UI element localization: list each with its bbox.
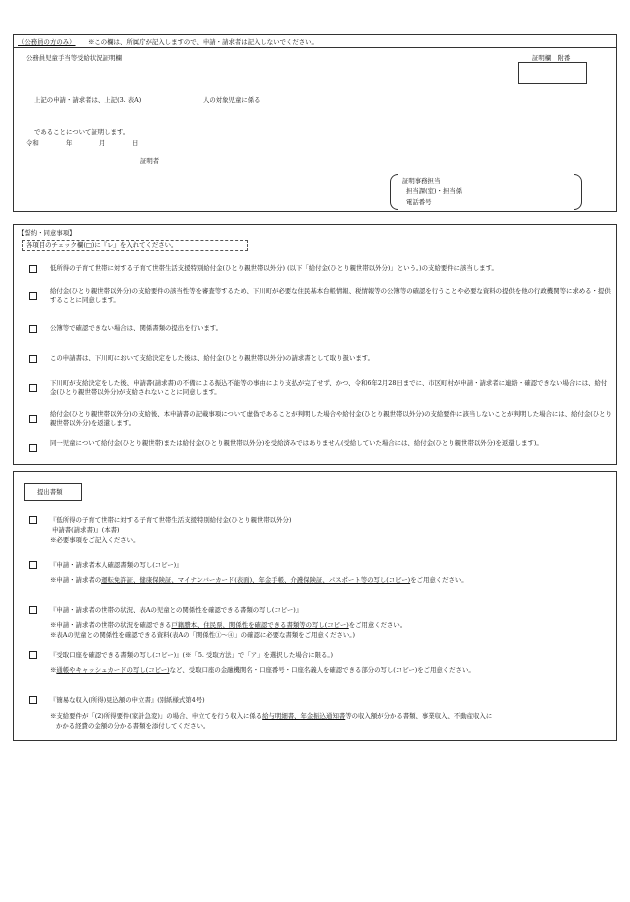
docs-title: 提出書類 [37,488,63,496]
pledge-instruction: 各項目のチェック欄(□)に『レ』を入れてください。 [26,241,178,249]
doc-4-title: 『受取口座を確認できる書類の写し(コピー)』(※「5. 受取方法」で「ア」を選択した場合に限る。) [50,651,334,659]
certifier-label: 証明者 [140,157,160,165]
pledge-checkbox-5[interactable] [29,384,37,392]
pledge-checkbox-2[interactable] [29,292,37,300]
official-header-divider [13,47,617,48]
pledge-item-5: 下川町が支給決定をした後、申請書(請求書)の不備による振込不能等の事由により支払が完了せず、かつ、令和6年2月28日までに、市区町村が申請・請求者に連絡・確認できない場合には、給付金(ひとり親世帯以外分)が支給されないことに同意します。 [50,379,608,397]
doc-3-note-1-underlined: 戸籍謄本、住民票、関係性を確認できる書類等の写し(コピー) [171,621,349,629]
doc-checkbox-3[interactable] [29,606,37,614]
pledge-item-6: 給付金(ひとり親世帯以外分)の支給後、本申請書の記載事項について虚偽であることが判明した場合や給付金(ひとり親世帯以外分)の支給要件に該当しないことが判明した場合には、給付金(ひとり親世帯以外分)を返還します。 [50,410,612,428]
doc-4-note-underlined: 通帳やキャッシュカードの写し(コピー) [56,666,170,674]
pledge-item-7: 同一児童について給付金(ひとり親世帯)または給付金(ひとり親世帯以外分)を受給済みではありません(受給していた場合には、給付金(ひとり親世帯以外分)を返還します)。 [50,439,543,447]
doc-4-note-a: ※ [50,666,57,674]
doc-checkbox-5[interactable] [29,696,37,704]
doc-2-note-b: をご用意ください。 [410,576,468,584]
doc-3-note-1-b: をご用意ください。 [348,621,407,629]
doc-2-note-a: ※申請・請求者の [50,576,102,584]
doc-4-note-b: など、受取口座の金融機関名・口座番号・口座名義人を確認できる部分の写し(コピー)をご用意ください。 [169,666,475,674]
official-title: 公務員児童手当等受給状況証明欄 [26,54,122,62]
doc-5-note-1-a: ※支給要件が「(2)所得要件(家計急変)」の場合、申立てを行う収入に係る [50,712,263,720]
doc-5-note-1-underlined: 給与明細書、年金振込通知書 [262,712,346,720]
official-header-note: ※この欄は、所属庁が記入しますので、申請・請求者は記入しないでください。 [88,38,318,46]
doc-3-note-1-a: ※申請・請求者の世帯の状況を確認できる [50,621,172,629]
pledge-checkbox-7[interactable] [29,444,37,452]
date-day: 日 [132,139,139,147]
doc-4-note [50,666,475,674]
pledge-checkbox-3[interactable] [29,325,37,333]
official-line1-b: 人の対象児童に係る [203,96,261,104]
contact-bracket-right [574,174,582,210]
date-month: 月 [99,139,106,147]
pledge-title: 【誓約・同意事項】 [18,229,76,237]
cert-label: 証明欄 附番 [532,54,571,62]
doc-checkbox-4[interactable] [29,651,37,659]
doc-5-note-1 [50,712,492,720]
pledge-checkbox-4[interactable] [29,355,37,363]
doc-1-note: ※必要事項をご記入ください。 [50,536,140,544]
doc-checkbox-2[interactable] [29,561,37,569]
contact-title: 証明事務担当 [402,177,441,185]
date-era: 令和 [26,139,39,147]
contact-phone: 電話番号 [406,198,432,206]
pledge-section [13,224,617,465]
doc-3-title: 『申請・請求者の世帯の状況、表Aの児童との関係性を確認できる書類の写し(コピー)』 [50,606,303,614]
doc-1-title-2: 申請書(請求書)』(本書) [52,526,120,534]
pledge-item-2: 給付金(ひとり親世帯以外分)の支給要件の該当性等を審査等するため、下川町が必要な住民基本台帳情報、税情報等の公簿等の確認を行うことや必要な資料の提供を他の行政機関等に求める・提供することに同意します。 [50,287,611,305]
pledge-checkbox-6[interactable] [29,415,37,423]
pledge-item-3: 公簿等で確認できない場合は、関係書類の提出を行います。 [50,324,223,332]
official-header-prefix: （公務員の方のみ） [18,38,76,46]
doc-2-note [50,576,468,584]
contact-bracket-left [390,174,398,210]
doc-5-title: 『簡易な収入(所得)見込額の申立書』(別紙様式第4号) [50,696,205,704]
doc-2-note-underlined: 運転免許証、健康保険証、マイナンバーカード(表面)、年金手帳、介護保険証、パスポート等の写し(コピー) [101,576,411,584]
doc-5-note-1-b: 等の収入額が分かる書類、事業収入、不動産収入に [345,712,493,720]
official-line1-a: 上記の申請・請求者は、上記(3. 表A) [34,96,142,104]
pledge-item-4: この申請書は、下川町において支給決定をした後は、給付金(ひとり親世帯以外分)の請求書として取り扱います。 [50,354,375,362]
cert-number-box[interactable] [518,62,587,84]
doc-2-title: 『申請・請求者本人確認書類の写し(コピー)』 [50,561,183,569]
contact-dept: 担当課(室)・担当係 [406,187,463,195]
date-year: 年 [66,139,73,147]
pledge-item-1: 低所得の子育て世帯に対する子育て世帯生活支援特別給付金(ひとり親世帯以外分) (以下「給付金(ひとり親世帯以外分)」という。)の支給要件に該当します。 [50,264,498,272]
doc-checkbox-1[interactable] [29,516,37,524]
doc-5-note-2: かかる経費の金額の分かる書類を添付してください。 [56,722,210,730]
pledge-checkbox-1[interactable] [29,265,37,273]
doc-3-note-1 [50,621,406,629]
doc-3-note-2: ※表Aの児童との関係性を確認できる資料(表Aの「関係性①～④」の確認に必要な書類をご用意ください。) [50,631,355,639]
doc-1-title-1: 『低所得の子育て世帯に対する子育て世帯生活支援特別給付金(ひとり親世帯以外分) [50,516,292,524]
official-line2: であることについて証明します。 [34,128,130,136]
